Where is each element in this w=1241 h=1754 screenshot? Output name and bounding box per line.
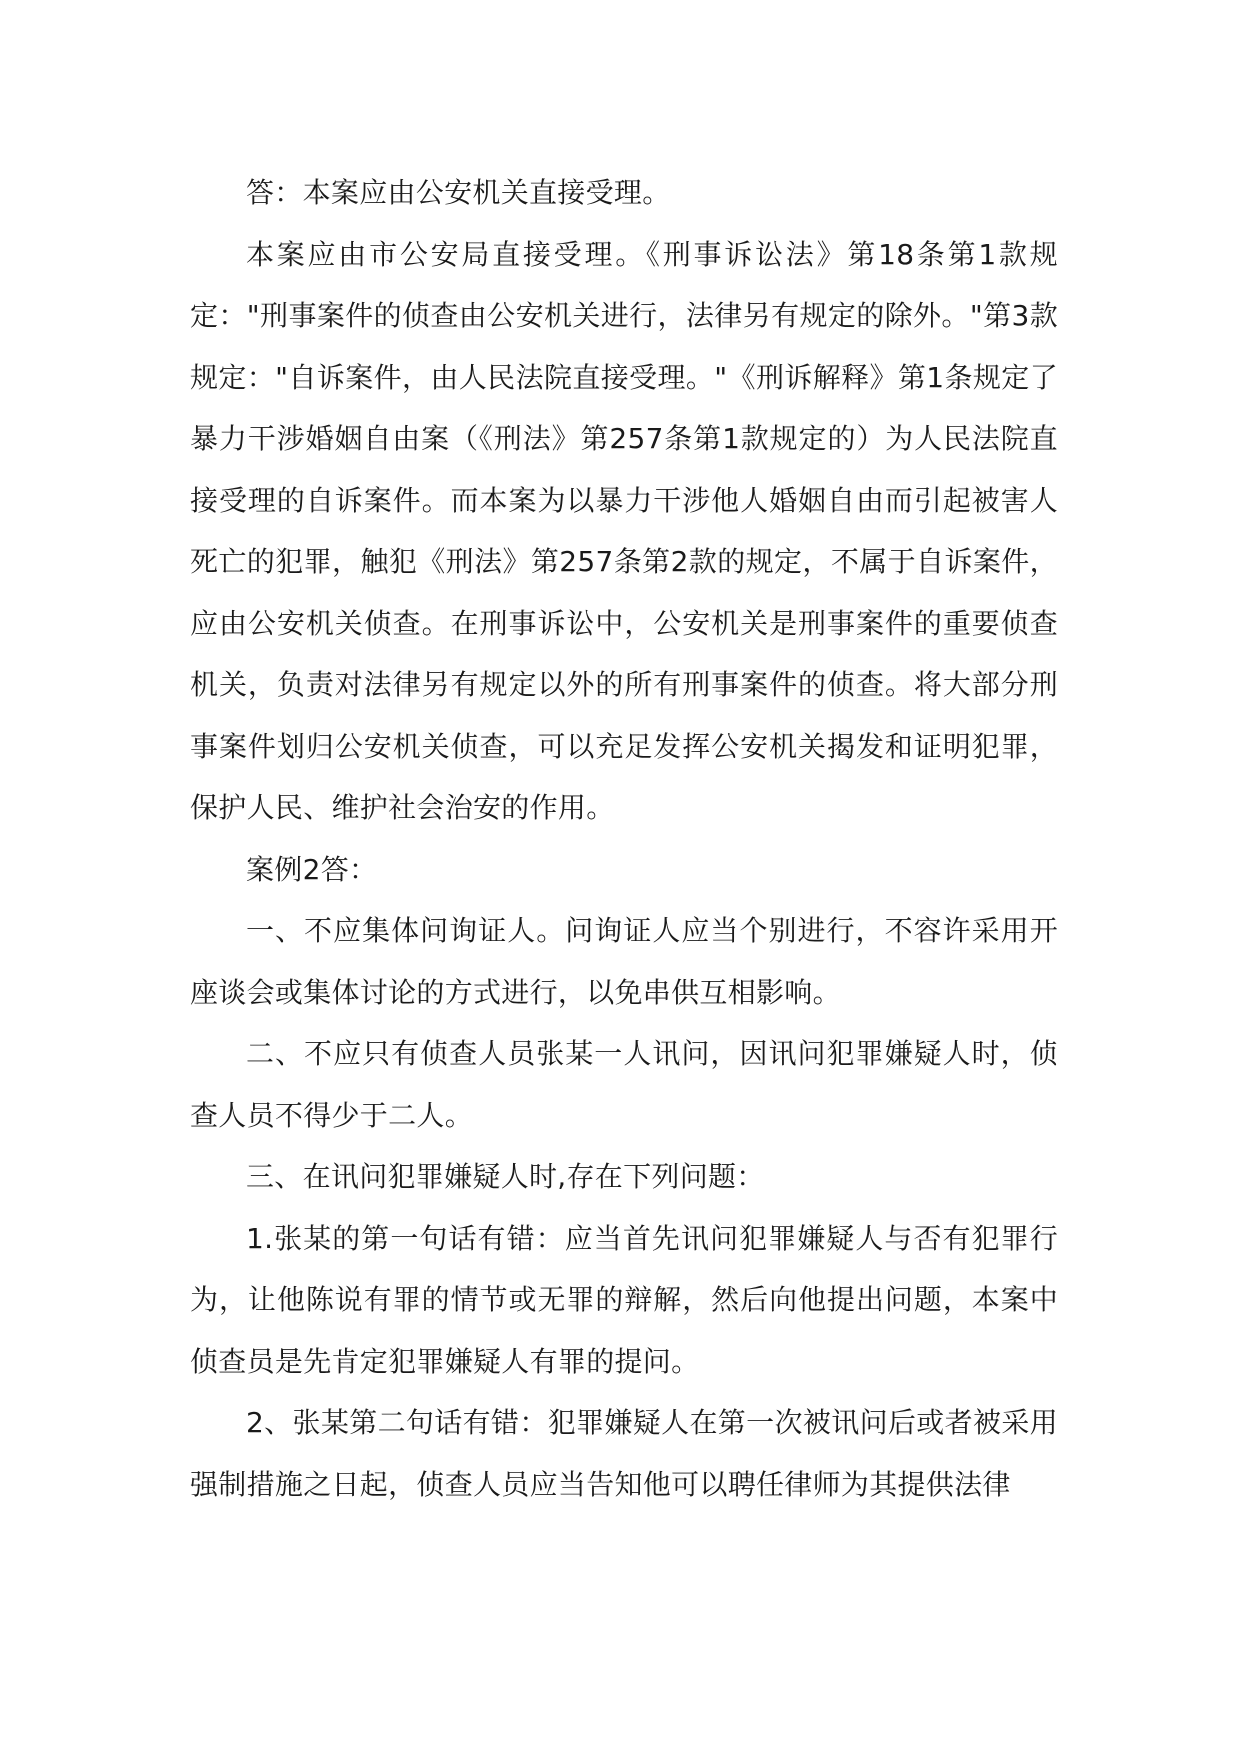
document-body (190, 162, 1058, 1515)
paragraph-point-2: 二、不应只有侦查人员张某一人讯问，因讯问犯罪嫌疑人时，侦查人员不得少于二人。 (190, 1037, 1058, 1132)
paragraph-answer-1: 答：本案应由公安机关直接受理。 (246, 176, 671, 209)
paragraph-subpoint-1: 1.张某的第一句话有错：应当首先讯问犯罪嫌疑人与否有犯罪行为，让他陈说有罪的情节或无罪的辩解，然后向他提出问题，本案中侦查员是先肯定犯罪嫌疑人有罪的提问。 (190, 1221, 1058, 1378)
paragraph-point-1: 一、不应集体问询证人。问询证人应当个别进行，不容许采用开座谈会或集体讨论的方式进行，以免串供互相影响。 (190, 914, 1058, 1009)
paragraph-subpoint-2: 2、张某第二句话有错：犯罪嫌疑人在第一次被讯问后或者被采用强制措施之日起，侦查人员应当告知他可以聘任律师为其提供法律 (190, 1406, 1058, 1501)
paragraph-analysis: 本案应由市公安局直接受理。《刑事诉讼法》第18条第1款规定："刑事案件的侦查由公安机关进行，法律另有规定的除外。"第3款规定："自诉案件，由人民法院直接受理。"《刑诉解释》第1条规定了暴力干涉婚姻自由案（《刑法》第257条第1款规定的）为人民法院直接受理的自诉案件。而本案为以暴力干涉他人婚姻自由而引起被害人死亡的犯罪，触犯《刑法》第257条第2款的规定，不属于自诉案件，应由公安机关侦查。在刑事诉讼中，公安机关是刑事案件的重要侦查机关，负责对法律另有规定以外的所有刑事案件的侦查。将大部分刑事案件划归公安机关侦查，可以充足发挥公安机关揭发和证明犯罪，保护人民、维护社会治安的作用。 (190, 237, 1058, 824)
paragraph-point-3: 三、在讯问犯罪嫌疑人时,存在下列问题： (246, 1160, 765, 1193)
paragraph-case-2-heading: 案例2答： (246, 852, 378, 886)
